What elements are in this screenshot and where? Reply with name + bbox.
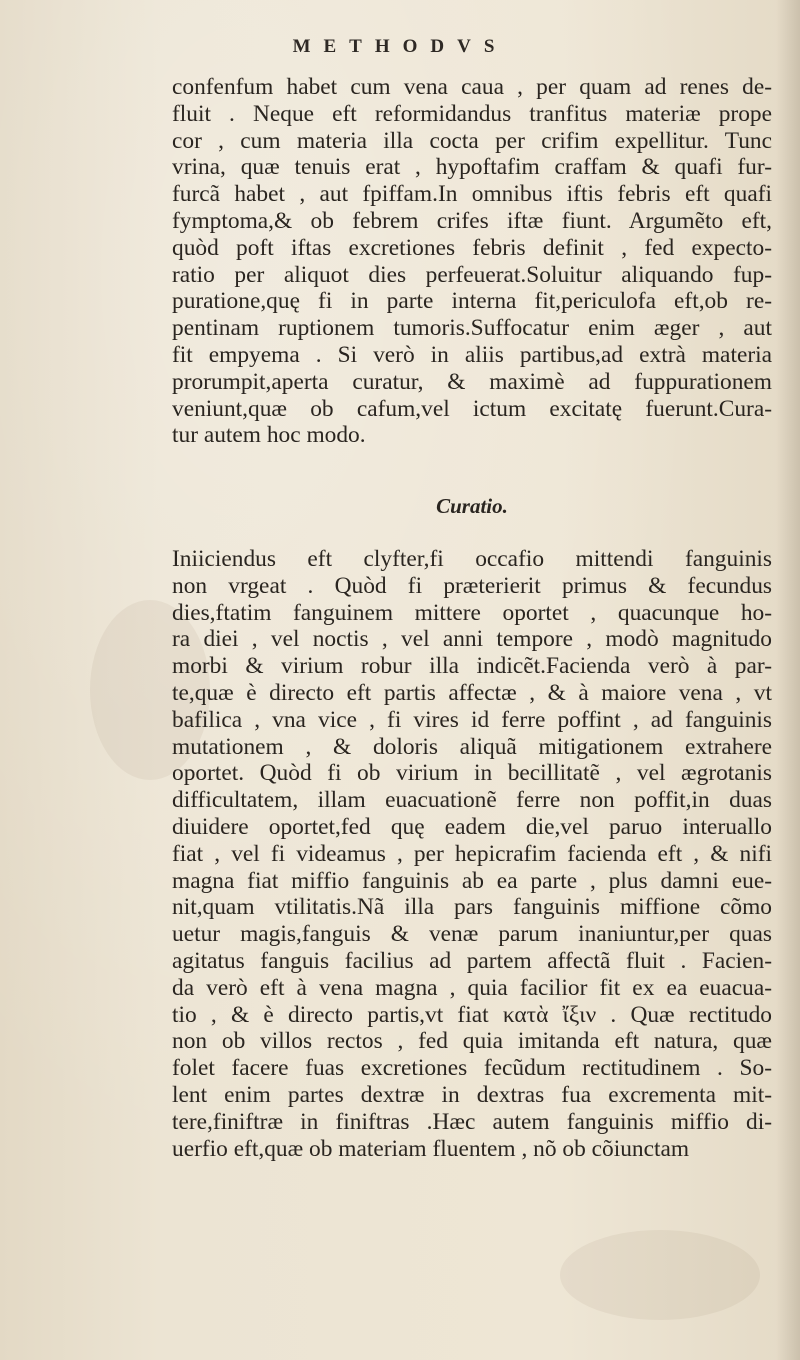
text-line: confenfum habet cum vena caua , per quam ad renes de- <box>172 74 772 100</box>
text-line: pentinam ruptionem tumoris.Suffocatur enim æger , aut <box>172 315 772 342</box>
text-line: fymptoma,& ob febrem crifes iftæ fiunt. Argumẽto eft, <box>172 207 772 234</box>
text-line: non ob villos rectos , fed quia imitanda eft natura, quæ <box>172 1028 772 1055</box>
text-line: fit empyema . Si verò in aliis partibus,ad extrà materia <box>172 341 772 368</box>
running-head: METHODVS <box>292 36 508 57</box>
text-line: difficultatem, illam euacuationẽ ferre non poffit,in duas <box>172 787 772 814</box>
text-line: furcã habet , aut fpiffam.In omnibus iftis febris eft quafi <box>172 181 772 208</box>
paper-stain <box>560 1230 760 1320</box>
text-line: agitatus fanguis facilius ad partem affectã fluit . Facien- <box>172 947 772 974</box>
text-line: mutationem , & doloris aliquã mitigationem extrahere <box>172 733 772 760</box>
text-line: prorumpit,aperta curatur, & maximè ad fuppurationem <box>172 368 772 395</box>
text-line: fluit . Neque eft reformidandus tranfitus materiæ prope <box>172 100 772 127</box>
section-heading: Curatio. <box>436 494 508 518</box>
text-line: bafilica , vna vice , fi vires id ferre poffint , ad fanguinis <box>172 706 772 733</box>
text-line: non vrgeat . Quòd fi præterierit primus & fecundus <box>172 572 772 599</box>
text-line: tur autem hoc modo. <box>172 422 366 449</box>
text-line: Iniiciendus eft clyfter,fi occafio mittendi fanguinis <box>172 546 772 572</box>
page-gutter-shadow <box>776 0 800 1360</box>
text-line: te,quæ è directo eft partis affectæ , & à maiore vena , vt <box>172 679 772 706</box>
text-line: ra diei , vel noctis , vel anni tempore , modò magnitudo <box>172 626 772 653</box>
text-line: oportet. Quòd fi ob virium in becillitatẽ , vel ægrotanis <box>172 760 772 787</box>
text-line: da verò eft à vena magna , quia facilior fit ex ea euacua- <box>172 974 772 1001</box>
text-line: uetur magis,fanguis & venæ parum inaniuntur,per quas <box>172 921 772 948</box>
text-line: morbi & virium robur illa indicẽt.Facienda verò à par- <box>172 653 772 680</box>
text-line: uerfio eft,quæ ob materiam fluentem , nõ ob cõiunctam <box>172 1135 690 1162</box>
text-line: vrina, quæ tenuis erat , hypoftafim craffam & quafi fur- <box>172 154 772 181</box>
text-line: lent enim partes dextræ in dextras fua excrementa mit- <box>172 1081 772 1108</box>
text-line: folet facere fuas excretiones fecũdum rectitudinem . So- <box>172 1055 772 1082</box>
text-line: fiat , vel fi videamus , per hepicrafim facienda eft , & nifi <box>172 840 772 867</box>
text-line: puratione,quę fi in parte interna fit,periculofa eft,ob re- <box>172 288 772 315</box>
text-line: veniunt,quæ ob cafum,vel ictum excitatę fuerunt.Cura- <box>172 395 772 422</box>
paragraph-1 <box>172 74 772 449</box>
text-line: ratio per aliquot dies perfeuerat.Soluitur aliquando fup- <box>172 261 772 288</box>
text-line: dies,ftatim fanguinem mittere oportet , quacunque ho- <box>172 599 772 626</box>
text-line: tio , & è directo partis,vt fiat κατὰ ἴξιν . Quæ rectitudo <box>172 1001 772 1028</box>
paragraph-2 <box>172 546 772 1162</box>
text-line: magna fiat miffio fanguinis ab ea parte , plus damni eue- <box>172 867 772 894</box>
text-line: nit,quam vtilitatis.Nã illa pars fanguinis miffione cõmo <box>172 894 772 921</box>
text-line: quòd poft iftas excretiones febris definit , fed expecto- <box>172 234 772 261</box>
text-line: tere,finiftræ in finiftras .Hæc autem fanguinis miffio di- <box>172 1108 772 1135</box>
text-line: cor , cum materia illa cocta per crifim expellitur. Tunc <box>172 127 772 154</box>
text-line: diuidere oportet,fed quę eadem die,vel paruo interuallo <box>172 813 772 840</box>
